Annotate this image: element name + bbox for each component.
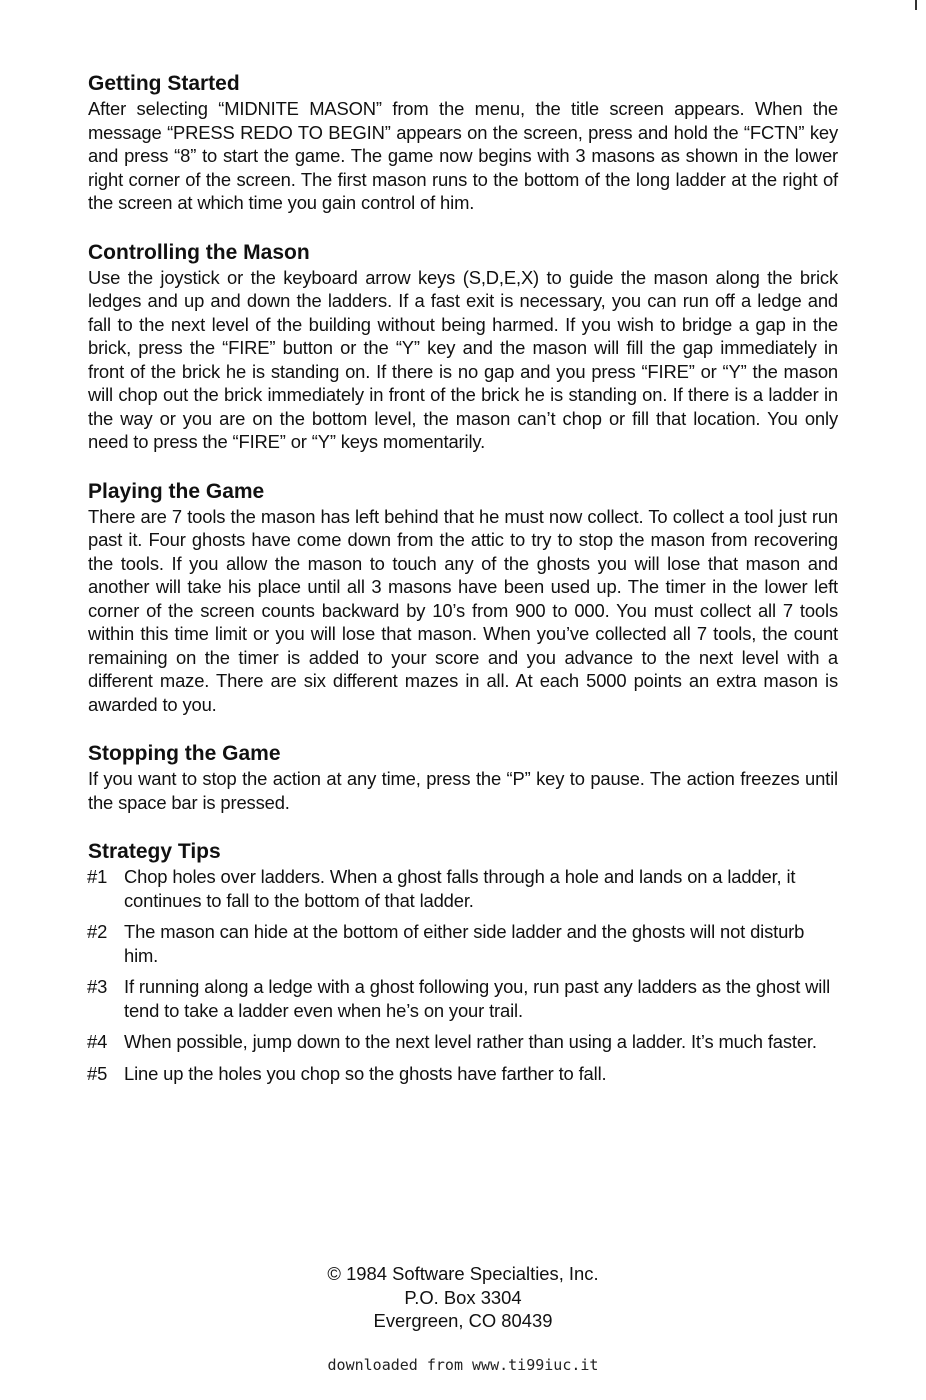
- section-heading: Strategy Tips: [88, 840, 221, 863]
- section-body: Use the joystick or the keyboard arrow keys (S,D,E,X) to guide the mason along the brick ledges and up and down the ladders. If a fast exit is necessary, you can run off a ledge and fall to the next level of the building without being harmed. If you wish to bridge a gap in the brick, press the “FIRE” button or the “Y” key and the mason will fill the gap immediately in front of the brick he is standing on. If there is no gap and you press “FIRE” or “Y” the mason will chop out the brick immediately in front of the brick he is standing on. If there is a ladder in the way or you are on the bottom level, the mason can’t chop or fill that location. You only need to press the “FIRE” or “Y” keys momentarily.: [88, 266, 838, 452]
- section-heading: Controlling the Mason: [88, 240, 310, 264]
- section-playing-the-game: [88, 480, 838, 717]
- tip-text: Line up the holes you chop so the ghosts have farther to fall.: [124, 1062, 607, 1084]
- section-strategy-tips: [88, 840, 838, 1085]
- tip-number: #2: [87, 921, 108, 942]
- copyright-line: © 1984 Software Specialties, Inc.: [327, 1263, 599, 1284]
- section-controlling-the-mason: [88, 241, 838, 454]
- tip-number: #1: [87, 866, 108, 887]
- section-body: If you want to stop the action at any time, press the “P” key to pause. The action freezes until the space bar is pressed.: [88, 768, 838, 813]
- tip-item: [88, 865, 838, 912]
- publisher-footer: [0, 1262, 926, 1333]
- scan-edge-mark: [915, 0, 917, 10]
- section-getting-started: [88, 72, 838, 215]
- section-heading: Stopping the Game: [88, 742, 281, 765]
- tip-text: The mason can hide at the bottom of either side ladder and the ghosts will not disturb him.: [124, 921, 805, 966]
- tip-number: #4: [87, 1031, 108, 1052]
- tip-item: [88, 920, 838, 967]
- section-body: After selecting “MIDNITE MASON” from the menu, the title screen appears. When the message “PRESS REDO TO BEGIN” appears on the screen, press and hold the “FCTN” key and press “8” to start the game. The game now begins with 3 masons as shown in the lower right corner of the screen. The first mason runs to the bottom of the long ladder at the right of the screen at which time you gain control of him.: [88, 98, 838, 213]
- section-heading: Getting Started: [88, 72, 240, 95]
- tip-text: Chop holes over ladders. When a ghost falls through a hole and lands on a ladder, it continues to fall to the bottom of that ladder.: [124, 866, 796, 911]
- download-credit: downloaded from www.ti99iuc.it: [327, 1356, 599, 1374]
- instruction-page: [88, 72, 838, 1111]
- section-body: There are 7 tools the mason has left behind that he must now collect. To collect a tool just run past it. Four ghosts have come down from the attic to try to stop the mason from recovering the tools. If you allow the mason to touch any of the ghosts you will lose that mason and another will take his place until all 3 masons have been used up. The timer in the lower left corner of the screen counts backward by 10’s from 900 to 000. You must collect all 7 tools within this time limit or you will lose that mason. When you’ve collected all 7 tools, the count remaining on the timer is added to your score and you advance to the next level with a different maze. There are six different mazes in all. At each 5000 points an extra mason is awarded to you.: [88, 505, 838, 715]
- tip-number: #5: [87, 1062, 108, 1084]
- tip-item: [88, 1030, 838, 1054]
- section-heading: Playing the Game: [88, 479, 265, 503]
- section-stopping-the-game: [88, 742, 838, 814]
- tip-text: When possible, jump down to the next level rather than using a ladder. It’s much faster.: [124, 1031, 817, 1052]
- tip-number: #3: [87, 976, 108, 997]
- address-line-2: Evergreen, CO 80439: [373, 1310, 553, 1331]
- tip-text: If running along a ledge with a ghost following you, run past any ladders as the ghost will tend to take a ladder even when he’s on your trail.: [124, 976, 831, 1021]
- tip-item: [88, 1062, 838, 1086]
- tip-item: [88, 975, 838, 1022]
- address-line-1: P.O. Box 3304: [404, 1286, 522, 1308]
- strategy-tips-list: [88, 865, 838, 1085]
